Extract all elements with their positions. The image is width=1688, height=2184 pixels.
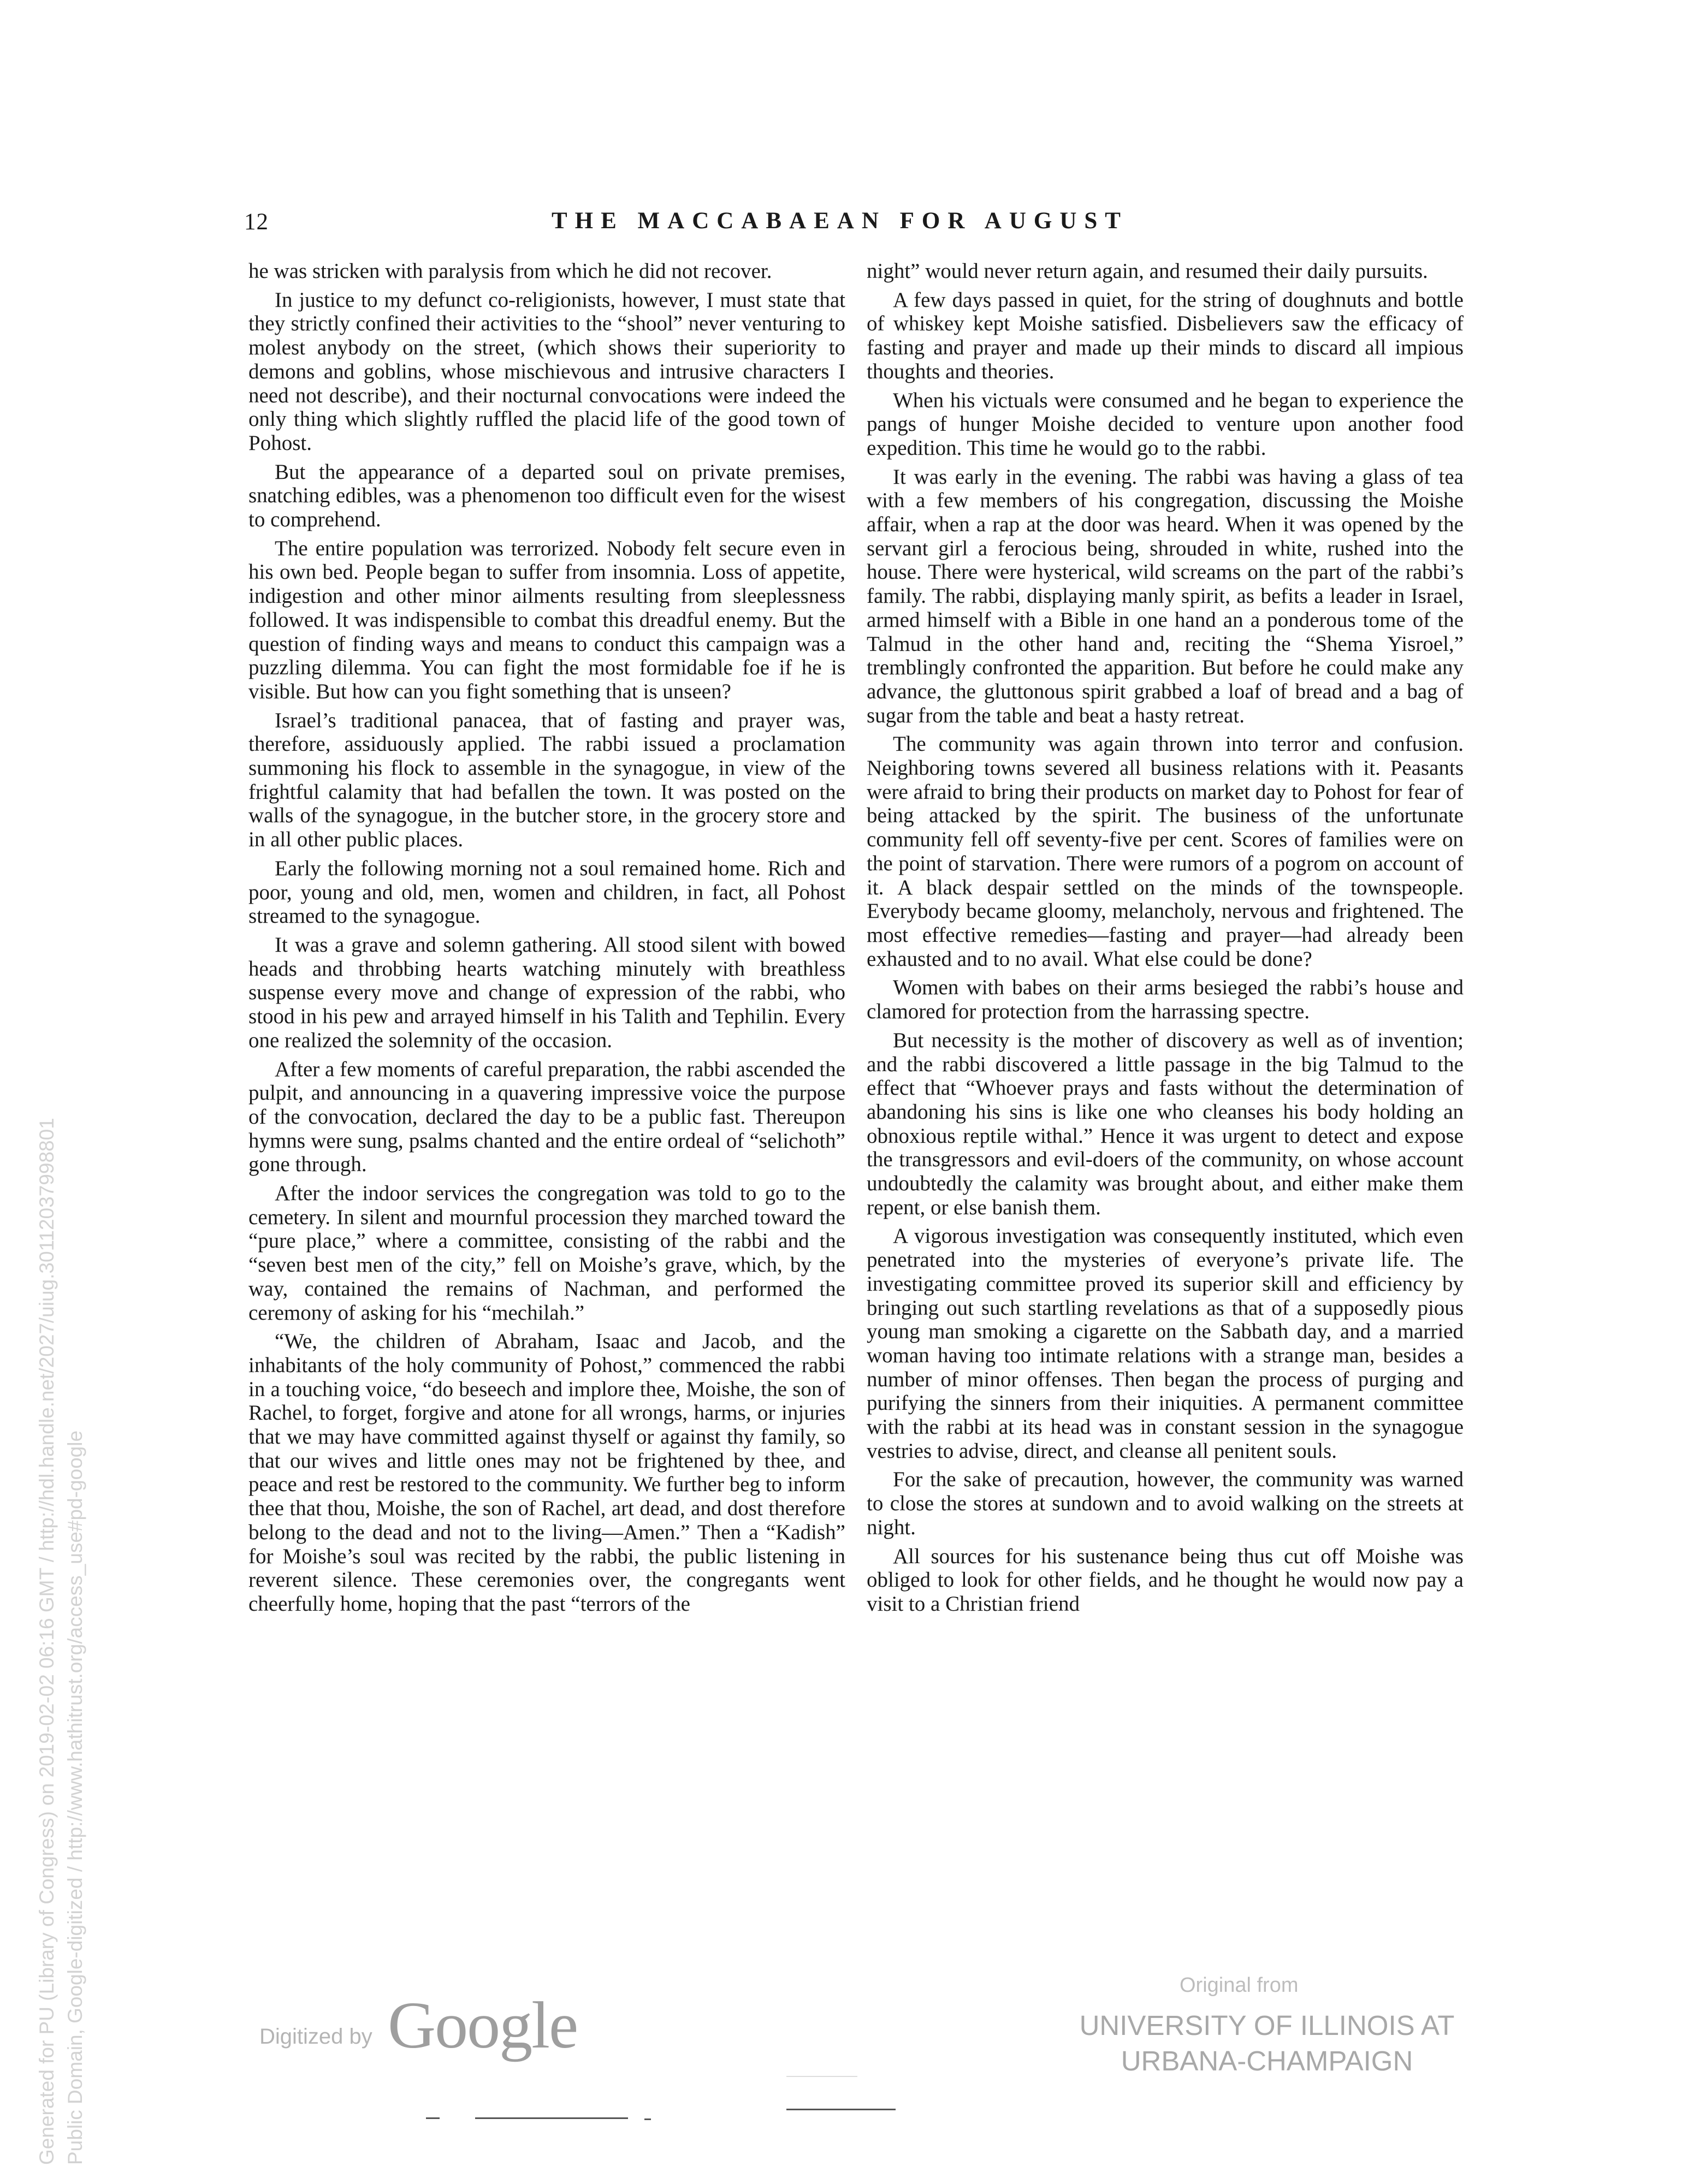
paragraph: All sources for his sustenance being thus cut off Moishe was obliged to look for other fields, and he thought he would now pay a visit to a Christian friend (867, 1544, 1464, 1616)
paragraph: It was early in the evening. The rabbi was having a glass of tea with a few members of his congregation, discussing the Moishe affair, when a rap at the door was heard. When it was opened by the servant girl a ferocious being, shrouded in white, rushed into the house. There were hysterical, wild screams on the part of the rabbi’s family. The rabbi, displaying manly spirit, as befits a leader in Israel, armed himself with a Bible in one hand an a ponderous tome of the Talmud in the other hand and, reciting the “Shema Yisroel,” tremblingly confronted the apparition. But before he could make any advance, the gluttonous spirit grabbed a loaf of bread and a bag of sugar from the table and beat a hasty retreat. (867, 465, 1464, 727)
paragraph: Israel’s traditional panacea, that of fasting and prayer was, therefore, assiduously applied. The rabbi issued a proclamation summoning his flock to assemble in the synagogue, in view of the frightful calamity that had befallen the town. It was posted on the walls of the synagogue, in the butcher store, in the grocery store and in all other public places. (248, 708, 845, 852)
paragraph: But necessity is the mother of discovery as well as of invention; and the rabbi discovered a little passage in the big Talmud to the effect that “Whoever prays and fasts without the determination of abandoning his sins is like one who cleanses his body holding an obnoxious reptile withal.” Hence it was urgent to detect and expose the transgressors and evil-doers of the community, on whose account undoubtedly the calamity was brought about, and either make them repent, or else banish them. (867, 1028, 1464, 1219)
footer-rule (644, 2118, 651, 2120)
paragraph: When his victuals were consumed and he began to experience the pangs of hunger Moishe decided to venture upon another food expedition. This time he would go to the rabbi. (867, 388, 1464, 460)
paragraph: It was a grave and solemn gathering. All stood silent with bowed heads and throbbing hearts watching minutely with breathless suspense every move and change of expression of the rabbi, who stood in his pew and arrayed himself in his Talith and Tephilin. Every one realized the solemnity of the occasion. (248, 933, 845, 1052)
paragraph: “We, the children of Abraham, Isaac and Jacob, and the inhabitants of the holy community of Pohost,” commenced the rabbi in a touching voice, “do beseech and implore thee, Moishe, the son of Rachel, to forget, forgive and atone for all wrongs, harms, or injuries that we may have committed against thyself or against thy family, so that our wives and little ones may not be frightened by thee, and peace and rest be restored to the community. We further beg to inform thee that thou, Moishe, the son of Rachel, art dead, and dost therefore belong to the dead and not to the living—Amen.” Then a “Kadish” for Moishe’s soul was recited by the rabbi, the public listening in reverent silence. These ceremonies over, the congregants went cheerfully home, hoping that the past “terrors of the (248, 1330, 845, 1616)
paragraph: A few days passed in quiet, for the string of doughnuts and bottle of whiskey kept Moishe satisfied. Disbelievers saw the efficacy of fasting and prayer and made up their minds to discard all impious thoughts and theories. (867, 288, 1464, 383)
footer-rule (426, 2117, 440, 2119)
watermark-line-1: Generated for PU (Library of Congress) on 2019-02-02 06:16 GMT / http://hdl.handle.net/2027/uiug.30112037998801 (35, 1118, 58, 2165)
paragraph: But the appearance of a departed soul on private premises, snatching edibles, was a phenomenon too difficult even for the wisest to comprehend. (248, 460, 845, 532)
footer-rule (786, 2109, 896, 2110)
digitized-by-label: Digitized by (259, 2025, 372, 2049)
paragraph: A vigorous investigation was consequently instituted, which even penetrated into the mysteries of everyone’s private life. The investigating committee proved its superior skill and efficiency by bringing out such startling revelations as that of a supposedly pious young man smoking a cigarette on the Sabbath day, and a married woman having too intimate relations with a strange man, besides a number of minor offenses. Then began the process of purging and purifying the sinners from their iniquities. A permanent committee with the rabbi at its head was in constant session in the synagogue vestries to advise, direct, and cleanse all penitent souls. (867, 1224, 1464, 1463)
running-head: THE MACCABAEAN FOR AUGUST (552, 208, 1128, 234)
paragraph: he was stricken with paralysis from which he did not recover. (248, 259, 772, 283)
watermark-line-2: Public Domain, Google-digitized / http://www.hathitrust.org/access_use#pd-google (64, 1430, 86, 2165)
footer-rule (786, 2076, 857, 2077)
paragraph: After the indoor services the congregation was told to go to the cemetery. In silent and mournful procession they marched toward the “pure place,” where a committee, consisting of the rabbi and the “seven best men of the city,” fell on Moishe’s grave, which, by the way, contained the remains of Nachman, and performed the ceremony of asking for his “mechilah.” (248, 1182, 845, 1325)
google-logo: Google (388, 1989, 578, 2062)
paragraph: For the sake of precaution, however, the community was warned to close the stores at sundown and to avoid walking on the streets at night. (867, 1468, 1464, 1539)
university-name-line-1: UNIVERSITY OF ILLINOIS AT (1079, 2010, 1455, 2041)
original-from-label: Original from (1180, 1974, 1299, 1997)
page-number: 12 (244, 209, 269, 235)
side-watermark (33, 1118, 90, 2165)
paragraph: The community was again thrown into terror and confusion. Neighboring towns severed all business relations with it. Peasants were afraid to bring their products on market day to Pohost for fear of being attacked by the spirit. The business of the unfortunate community fell off seventy-five per cent. Scores of families were on the point of starvation. There were rumors of a pogrom on account of it. A black despair settled on the minds of the townspeople. Everybody became gloomy, melancholy, nervous and frightened. The most effective remedies—fasting and prayer—had already been exhausted and to no avail. What else could be done? (867, 732, 1464, 971)
paragraph: night” would never return again, and resumed their daily pursuits. (867, 259, 1428, 283)
paragraph: After a few moments of careful preparation, the rabbi ascended the pulpit, and announcing in a quavering impressive voice the purpose of the convocation, declared the day to be a public fast. Thereupon hymns were sung, psalms chanted and the entire ordeal of “selichoth” gone through. (248, 1057, 845, 1177)
right-column (867, 259, 1464, 1621)
left-column (248, 259, 845, 1621)
paragraph: Early the following morning not a soul remained home. Rich and poor, young and old, men, women and children, in fact, all Pohost streamed to the synagogue. (248, 856, 845, 928)
paragraph: In justice to my defunct co-religionists, however, I must state that they strictly confined their activities to the “shool” never venturing to molest anybody on the street, (which shows their superiority to demons and goblins, whose mischievous and intrusive characters I need not describe), and their nocturnal convocations were indeed the only thing which slightly ruffled the placid life of the good town of Pohost. (248, 288, 845, 455)
footer-rule (475, 2117, 628, 2119)
paragraph: Women with babes on their arms besieged the rabbi’s house and clamored for protection from the harrassing spectre. (867, 976, 1464, 1024)
paragraph: The entire population was terrorized. Nobody felt secure even in his own bed. People began to suffer from insomnia. Loss of appetite, indigestion and other minor ailments resulting from sleeplessness followed. It was indispensible to combat this dreadful enemy. But the question of finding ways and means to conduct this campaign was a puzzling dilemma. You can fight the most formidable foe if he is visible. But how can you fight something that is unseen? (248, 536, 845, 703)
university-name-line-2: URBANA-CHAMPAIGN (1121, 2045, 1413, 2076)
